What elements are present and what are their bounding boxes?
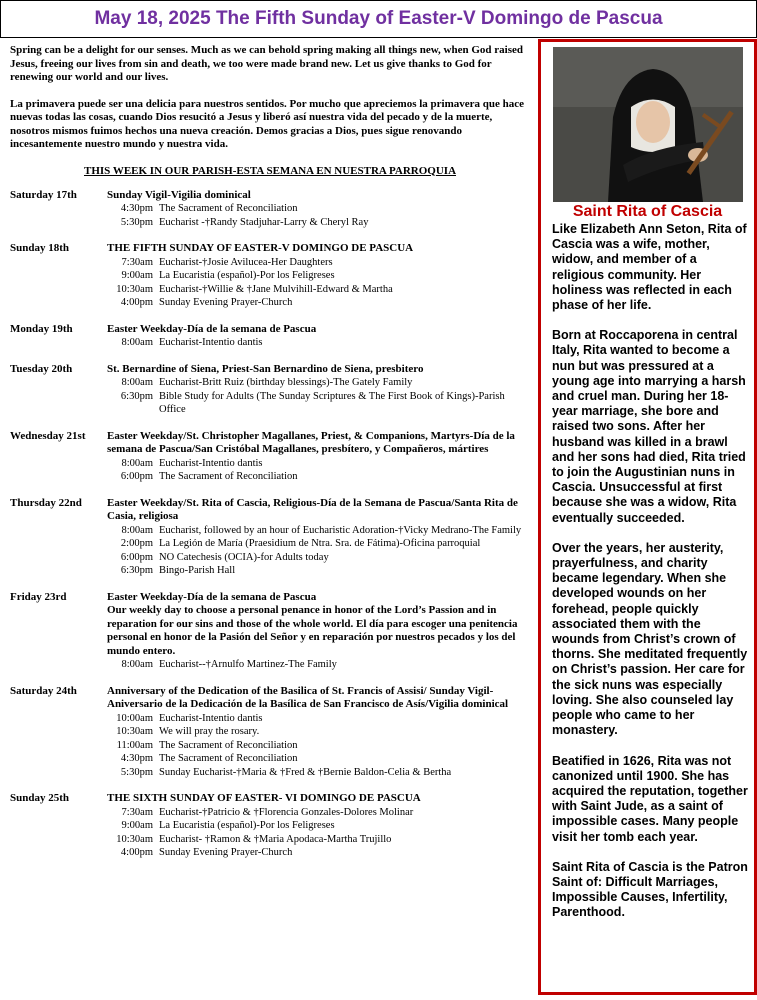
week-title: THIS WEEK IN OUR PARISH-ESTA SEMANA EN NUESTRA PARROQUIA [83, 164, 457, 177]
schedule-entry [107, 336, 530, 350]
entry-time: 8:00am [121, 457, 153, 469]
bio-paragraph: Like Elizabeth Ann Seton, Rita of Cascia was a wife, mother, widow, and member of a religious community. Her holiness was reflected in each phase of her life. [552, 222, 747, 313]
schedule-day [10, 497, 530, 578]
entry-description: Eucharist-Intentio dantis [159, 712, 263, 724]
day-title: Sunday Vigil-Vigilia dominical [107, 188, 251, 201]
entry-time: 10:30am [116, 726, 153, 737]
saint-name: Saint Rita of Cascia [572, 203, 723, 220]
header-banner [0, 0, 757, 38]
entry-time: 6:30pm [120, 565, 153, 576]
day-title: Easter Weekday-Día de la semana de Pascua [107, 322, 317, 335]
main-column [10, 44, 530, 873]
entry-time: 8:00am [121, 524, 153, 536]
entry-time: 9:00am [121, 270, 153, 281]
entry-description: Bible Study for Adults (The Sunday Scriptures & The First Book of Kings)-Parish Office [159, 390, 505, 415]
schedule-day [10, 323, 530, 350]
entry-description: Sunday Evening Prayer-Church [159, 297, 293, 308]
schedule-entry [107, 658, 530, 672]
entry-description: Eucharist-†Josie Avilucea-Her Daughters [159, 256, 333, 268]
day-name: Sunday 25th [10, 792, 70, 804]
bio-paragraph: Born at Roccaporena in central Italy, Rita wanted to become a nun but was pressured at a young age into marrying a harsh and cruel man. During her 18-year marriage, she bore and raised two sons. After her husband was killed in a brawl and her sons had died, Rita tried to join the Augustinian nuns in Cascia. Unsuccessful at first because she was a widow, Rita eventually succeeded. [552, 328, 746, 525]
day-name: Thursday 22nd [10, 496, 82, 509]
entry-description: Eucharist-†Patricio & †Florencia Gonzales-Dolores Molinar [159, 806, 414, 818]
schedule-day [10, 430, 530, 484]
schedule-entry [107, 833, 530, 847]
schedule-entry [107, 269, 530, 283]
day-name: Saturday 24th [10, 684, 77, 697]
entry-description: La Eucaristia (español)-Por los Feligreses [159, 270, 335, 281]
entry-description: Eucharist-Intentio dantis [159, 457, 263, 469]
schedule-day [10, 242, 530, 310]
entry-time: 2:00pm [120, 538, 153, 549]
schedule-day [10, 189, 530, 230]
entry-time: 10:30am [116, 283, 153, 295]
schedule-entry [107, 537, 530, 551]
entry-time: 4:30pm [120, 753, 153, 764]
saint-bio [552, 222, 748, 936]
entry-time: 5:30pm [120, 216, 153, 228]
entry-time: 8:00am [121, 377, 153, 388]
entry-description: Bingo-Parish Hall [159, 565, 236, 576]
schedule-entry [107, 551, 530, 565]
entry-time: 6:00pm [120, 471, 153, 482]
entry-description: NO Catechesis (OCIA)-for Adults today [159, 551, 329, 563]
schedule-entry [107, 390, 530, 417]
schedule-entry [107, 376, 530, 390]
schedule-entry [107, 564, 530, 578]
entry-description: The Sacrament of Reconciliation [159, 753, 298, 764]
schedule-entry [107, 524, 530, 538]
day-body [107, 792, 530, 860]
schedule-day [10, 591, 530, 672]
bio-paragraph: Saint Rita of Cascia is the Patron Saint of: Difficult Marriages, Impossible Causes, Infertility, Parenthood. [552, 859, 748, 920]
entry-time: 7:30am [121, 806, 153, 818]
entry-description: Eucharist--†Arnulfo Martinez-The Family [159, 659, 337, 670]
day-title: THE FIFTH SUNDAY OF EASTER-V DOMINGO DE PASCUA [107, 242, 414, 254]
entry-description: La Eucaristia (español)-Por los Feligreses [159, 820, 335, 831]
day-name: Friday 23rd [10, 590, 67, 603]
schedule-day [10, 685, 530, 780]
schedule-day [10, 363, 530, 417]
day-body [107, 189, 530, 230]
entry-description: Eucharist-Britt Ruiz (birthday blessings)-The Gately Family [159, 377, 413, 388]
day-body [107, 430, 530, 484]
day-title: Easter Weekday/St. Christopher Magallanes, Priest, & Companions, Martyrs-Día de la semana de Pascua/San Cristóbal Magallanes, presbítero, y Compañeros, mártires [107, 429, 515, 455]
schedule-entry [107, 739, 530, 753]
entry-time: 7:30am [121, 256, 153, 268]
schedule-entry [107, 766, 530, 780]
entry-description: Eucharist- †Ramon & †Maria Apodaca-Martha Trujillo [159, 833, 392, 845]
entry-description: We will pray the rosary. [159, 726, 260, 737]
entry-time: 4:00pm [120, 847, 153, 858]
schedule-entry [107, 283, 530, 297]
entry-time: 6:30pm [120, 390, 153, 402]
day-title: St. Bernardine of Siena, Priest-San Bernardino de Siena, presbitero [107, 362, 424, 375]
intro-spanish: La primavera puede ser una delicia para nuestros sentidos. Por mucho que apreciemos la primavera que hace nuevas todas las cosas, cuando Dios resucitó a Jesus y liberó así nuestra vida del pecado y de la muerte, nosotros mismos fuimos hechos una nueva creación. Demos gracias a Dios, pues sigue renovando incesantemente nuestro mundo y nuestra vida. [10, 97, 525, 150]
schedule-entry [107, 806, 530, 820]
entry-time: 4:00pm [120, 297, 153, 308]
schedule-entry [107, 752, 530, 766]
day-title: Easter Weekday-Día de la semana de Pascua [107, 590, 317, 603]
entry-time: 6:00pm [120, 551, 153, 563]
day-title: Easter Weekday/St. Rita of Cascia, Religious-Día de la Semana de Pascua/Santa Rita de Casia, religiosa [107, 496, 518, 522]
entry-description: Sunday Eucharist-†Maria & †Fred & †Bernie Baldon-Celia & Bertha [159, 766, 452, 778]
day-body [107, 591, 530, 672]
day-body [107, 323, 530, 350]
schedule-entry [107, 216, 530, 230]
schedule-entry [107, 725, 530, 739]
schedule-entry [107, 470, 530, 484]
entry-time: 8:00am [121, 337, 153, 348]
entry-time: 10:00am [116, 712, 153, 724]
entry-time: 9:00am [121, 820, 153, 831]
entry-description: Eucharist -†Randy Stadjuhar-Larry & Cheryl Ray [159, 216, 369, 228]
entry-description: The Sacrament of Reconciliation [159, 739, 298, 751]
entry-time: 8:00am [121, 659, 153, 670]
day-body [107, 685, 530, 780]
bio-paragraph: Over the years, her austerity, prayerfulness, and charity became legendary. When she developed wounds on her forehead, people quickly associated them with the wounds from Christ’s crown of thorns. She meditated frequently on Christ’s passion. Her care for the sick nuns was especially loving. She also counseled lay people who came to her monastery. [552, 540, 748, 738]
schedule-entry [107, 256, 530, 270]
saint-photo [553, 47, 743, 202]
entry-time: 10:30am [116, 833, 153, 845]
entry-description: Eucharist-†Willie & †Jane Mulvihill-Edward & Martha [159, 283, 393, 295]
schedule [10, 189, 530, 860]
day-title: THE SIXTH SUNDAY OF EASTER- VI DOMINGO DE PASCUA [107, 792, 421, 804]
entry-time: 5:30pm [120, 766, 153, 778]
schedule-entry [107, 457, 530, 471]
day-body [107, 242, 530, 310]
entry-description: The Sacrament of Reconciliation [159, 471, 298, 482]
entry-description: Sunday Evening Prayer-Church [159, 847, 293, 858]
intro-english: Spring can be a delight for our senses. Much as we can behold spring making all things new, when God raised Jesus, freeing our lives from sin and death, we too were made brand new. Let us give thanks to God for renewing our world and our lives. [10, 44, 524, 83]
saint-statue-image [553, 47, 743, 202]
entry-description: La Legión de María (Praesidium de Ntra. Sra. de Fátima)-Oficina parroquial [159, 538, 481, 549]
day-name: Tuesday 20th [10, 362, 73, 375]
entry-description: Eucharist-Intentio dantis [159, 337, 263, 348]
entry-time: 4:30pm [120, 203, 153, 214]
day-note: Our weekly day to choose a personal penance in honor of the Lord’s Passion and in reparation for our sins and those of the whole world. El día para escoger una penitencia personal en honor de la Pasión del Señor y en reparación por nuestros pecados y los del mundo entero. [107, 604, 518, 657]
day-name: Saturday 17th [10, 188, 77, 201]
day-body [107, 497, 530, 578]
schedule-entry [107, 819, 530, 833]
day-body [107, 363, 530, 417]
day-name: Monday 19th [10, 322, 73, 335]
schedule-entry [107, 296, 530, 310]
entry-time: 11:00am [116, 739, 153, 751]
entry-description: The Sacrament of Reconciliation [159, 203, 298, 214]
schedule-entry [107, 712, 530, 726]
schedule-entry [107, 846, 530, 860]
schedule-day [10, 792, 530, 860]
day-name: Sunday 18th [10, 242, 70, 254]
schedule-entry [107, 202, 530, 216]
entry-description: Eucharist, followed by an hour of Eucharistic Adoration-†Vicky Medrano-The Family [159, 524, 522, 536]
saint-sidebar [538, 39, 757, 995]
page-title: May 18, 2025 The Fifth Sunday of Easter-V Domingo de Pascua [94, 8, 663, 29]
day-title: Anniversary of the Dedication of the Basilica of St. Francis of Assisi/ Sunday Vigil-Aniversario de la Dedicación de la Basílica de San Francisco de Asís/Vigilia dominical [107, 684, 509, 710]
day-name: Wednesday 21st [10, 429, 86, 442]
bio-paragraph: Beatified in 1626, Rita was not canonized until 1900. She has acquired the reputation, together with Saint Jude, as a saint of impossible cases. Many people visit her tomb each year. [552, 753, 748, 844]
